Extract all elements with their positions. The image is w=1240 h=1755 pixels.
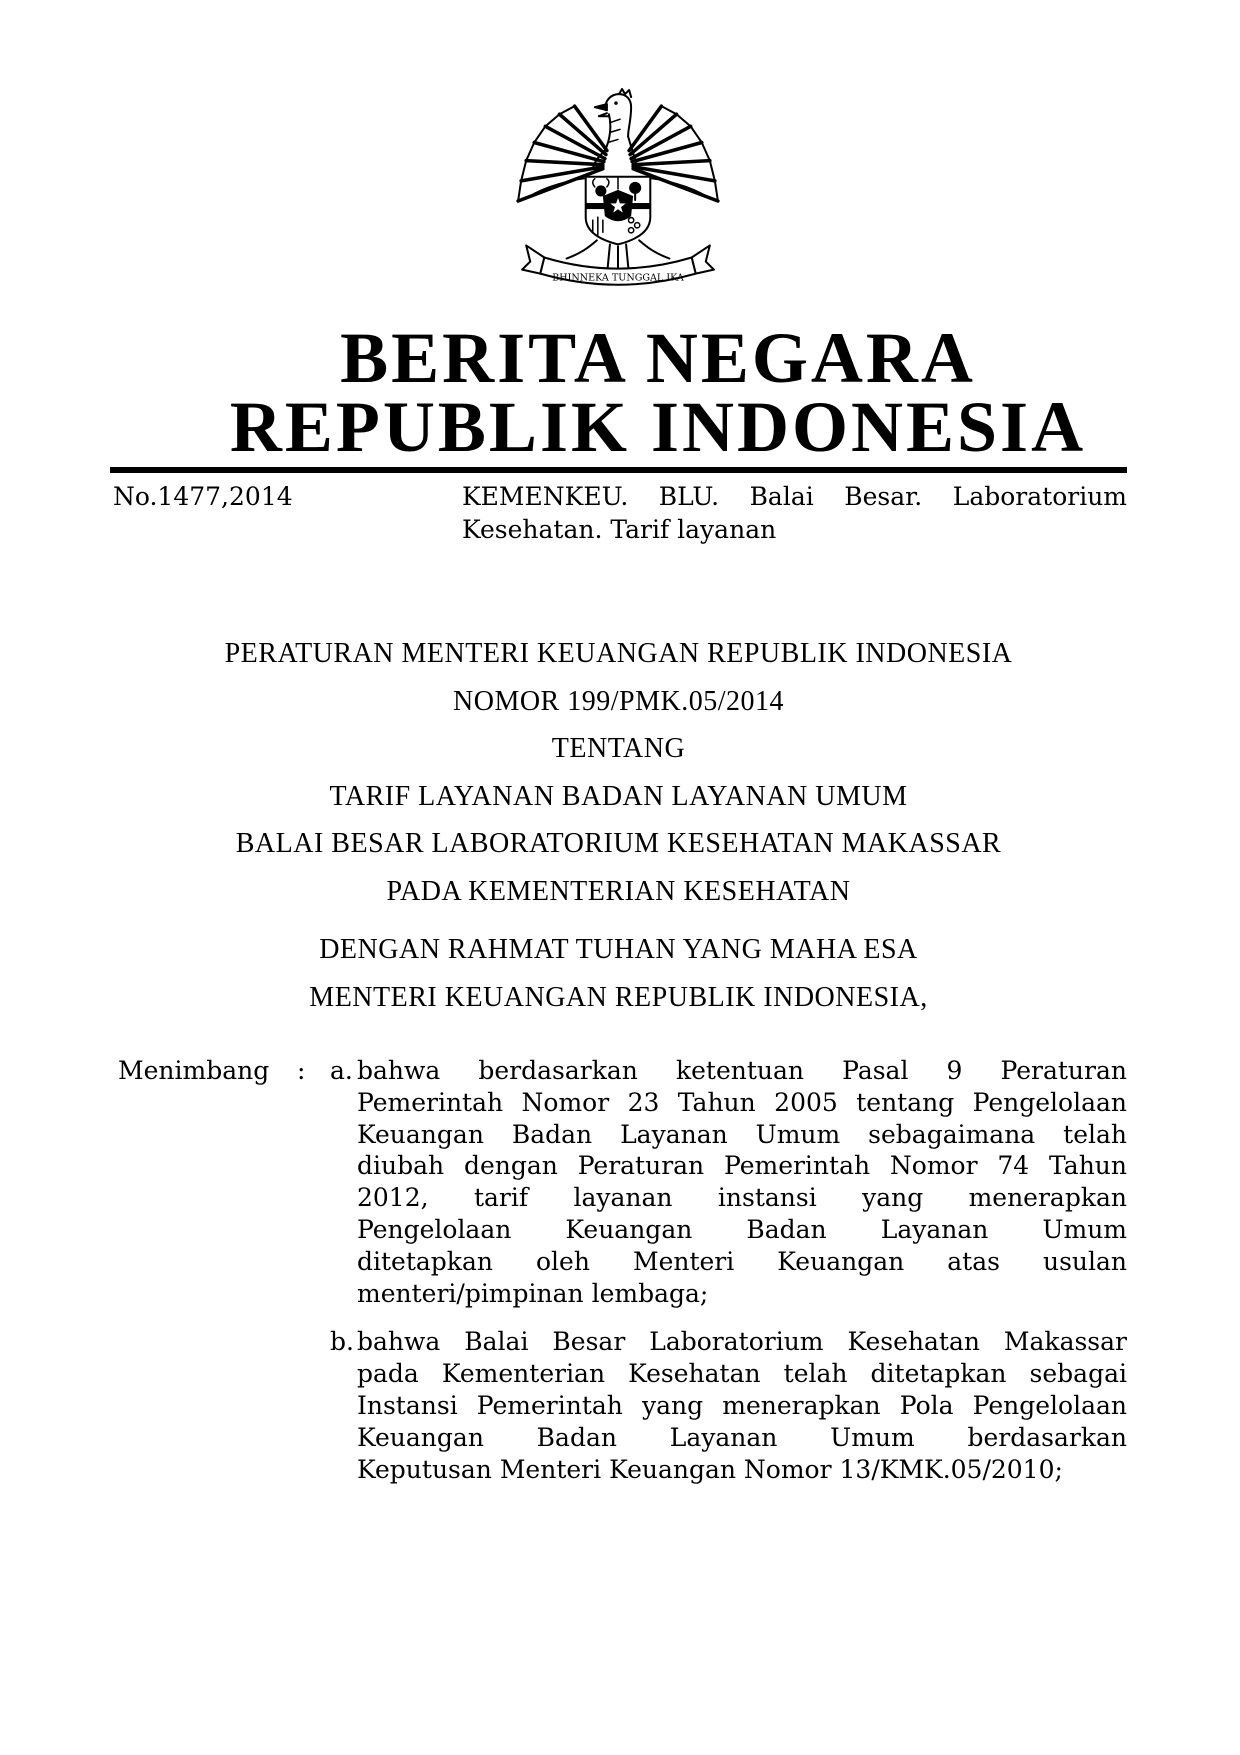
item-a-marker: a. (330, 1056, 353, 1085)
masthead-title (76, 318, 1240, 467)
regulation-subject-line-1: TARIF LAYANAN BADAN LAYANAN UMUM (329, 780, 908, 812)
preamble-line-2: MENTERI KEUANGAN REPUBLIK INDONESIA, (309, 981, 928, 1013)
preamble-line-1: DENGAN RAHMAT TUHAN YANG MAHA ESA (319, 934, 918, 965)
regulation-number-line: NOMOR 199/PMK.05/2014 (453, 685, 784, 717)
masthead-divider-rule (110, 467, 1127, 473)
item-b-line: Keuangan Badan Layanan Umum berdasarkan (357, 1422, 1127, 1452)
regulation-subject-line-3: PADA KEMENTERIAN KESEHATAN (386, 875, 851, 907)
consideration-item-b (118, 1326, 1127, 1485)
item-a-line: ditetapkan oleh Menteri Keuangan atas usulan (357, 1246, 1127, 1276)
item-b-line: Keputusan Menteri Keuangan Nomor 13/KMK.05/2010; (357, 1454, 1063, 1484)
item-a-line: 2012, tarif layanan instansi yang menerapkan (357, 1183, 1127, 1213)
gazette-subject-line-1: KEMENKEU. BLU. Balai Besar. Laboratorium (462, 482, 1127, 511)
gazette-number: No.1477,2014 (113, 482, 293, 511)
motto-text: BHINNEKA TUNGGAL IKA (552, 272, 684, 284)
item-a-line: menteri/pimpinan lembaga; (357, 1278, 709, 1308)
garuda-pancasila-emblem (514, 88, 722, 312)
item-b-line: Instansi Pemerintah yang menerapkan Pola Pengelolaan (357, 1390, 1127, 1420)
considerations-colon: : (297, 1056, 306, 1085)
regulation-title-line: PERATURAN MENTERI KEUANGAN REPUBLIK INDONESIA (224, 638, 1013, 669)
garuda-head (593, 89, 637, 169)
preamble-block (110, 926, 1127, 1021)
regulation-title-block (110, 630, 1127, 915)
gazette-subject (462, 480, 1127, 546)
regulation-tentang-line: TENTANG (551, 733, 686, 764)
consideration-item-a (118, 1055, 1127, 1309)
item-a-line: Pengelolaan Keuangan Badan Layanan Umum (357, 1214, 1127, 1244)
item-a-line: Keuangan Badan Layanan Umum sebagaimana telah (357, 1119, 1127, 1149)
masthead-line-1: BERITA NEGARA (340, 318, 976, 398)
considerations-label: Menimbang (118, 1056, 270, 1085)
item-b-marker: b. (330, 1327, 354, 1357)
masthead-line-2: REPUBLIK INDONESIA (229, 387, 1087, 467)
considerations-section (118, 1055, 1127, 1485)
gazette-subject-line-2: Kesehatan. Tarif layanan (462, 515, 777, 544)
item-a-text (357, 1055, 1127, 1309)
item-a-line: bahwa berdasarkan ketentuan Pasal 9 Peraturan (357, 1056, 1127, 1085)
item-b-text (357, 1326, 1127, 1485)
item-a-line: Pemerintah Nomor 23 Tahun 2005 tentang Pengelolaan (357, 1087, 1127, 1117)
item-a-line: diubah dengan Peraturan Pemerintah Nomor 74 Tahun (357, 1151, 1127, 1181)
pancasila-shield (586, 177, 651, 245)
item-b-line: bahwa Balai Besar Laboratorium Kesehatan Makassar (357, 1327, 1127, 1357)
item-b-line: pada Kementerian Kesehatan telah ditetapkan sebagai (357, 1359, 1127, 1389)
regulation-subject-line-2: BALAI BESAR LABORATORIUM KESEHATAN MAKASSAR (235, 828, 1002, 859)
